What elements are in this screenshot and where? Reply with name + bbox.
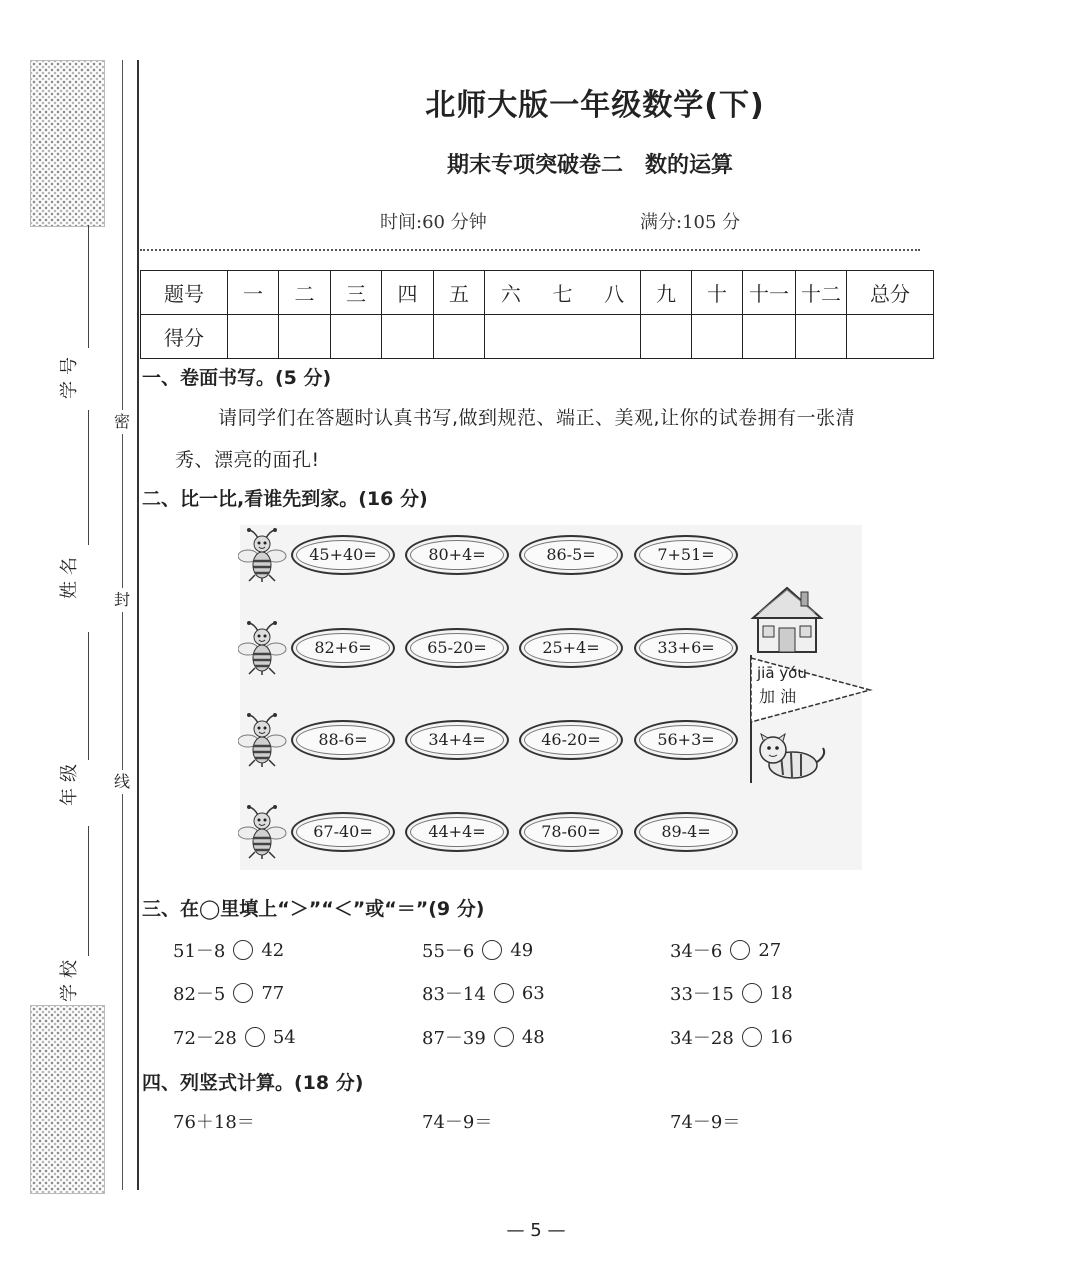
section1-text-line2: 秀、漂亮的面孔! xyxy=(175,449,320,471)
score-cell[interactable] xyxy=(434,315,485,359)
comparison-left: 34－28 xyxy=(670,1028,734,1049)
comparison-item xyxy=(173,937,284,963)
score-cell[interactable] xyxy=(641,315,692,359)
comparison-item xyxy=(422,1024,545,1050)
equation-oval[interactable]: 88-6= xyxy=(291,720,395,760)
full-score: 满分:105 分 xyxy=(640,212,741,233)
comparison-right: 42 xyxy=(261,939,285,961)
equation-oval[interactable]: 82+6= xyxy=(291,628,395,668)
question-header-cell: 十 xyxy=(692,271,743,315)
equation-oval[interactable]: 56+3= xyxy=(634,720,738,760)
comparison-item xyxy=(670,980,793,1006)
time-limit: 时间:60 分钟 xyxy=(380,212,487,233)
answer-circle[interactable] xyxy=(494,1027,514,1047)
comparison-left: 34－6 xyxy=(670,941,723,962)
section1-text-line1: 请同学们在答题时认真书写,做到规范、端正、美观,让你的试卷拥有一张清 xyxy=(218,407,856,429)
comparison-left: 51－8 xyxy=(173,941,226,962)
comparison-right: 16 xyxy=(769,1026,793,1048)
question-header-cell: 十二 xyxy=(796,271,847,315)
equation-oval[interactable]: 33+6= xyxy=(634,628,738,668)
comparison-left: 82－5 xyxy=(173,984,226,1005)
page-number: — 5 — xyxy=(506,1220,566,1241)
answer-circle[interactable] xyxy=(482,940,502,960)
answer-circle[interactable] xyxy=(494,983,514,1003)
grade-write-line[interactable] xyxy=(88,632,89,760)
section1-heading: 一、卷面书写。(5 分) xyxy=(142,367,332,389)
vertical-calc-item: 74－9＝ xyxy=(422,1112,493,1133)
question-header-cell: 十一 xyxy=(743,271,796,315)
score-cell[interactable] xyxy=(279,315,331,359)
equation-oval[interactable]: 67-40= xyxy=(291,812,395,852)
score-label-cell: 得分 xyxy=(141,315,228,359)
question-header-label: 七 xyxy=(552,282,573,306)
comparison-right: 27 xyxy=(758,939,782,961)
decorative-pattern-top xyxy=(30,60,105,227)
flag-pinyin: jiā yóu xyxy=(757,664,807,682)
equation-oval[interactable]: 86-5= xyxy=(519,535,623,575)
score-cell[interactable] xyxy=(228,315,279,359)
section4-heading: 四、列竖式计算。(18 分) xyxy=(142,1072,364,1094)
equation-oval[interactable]: 89-4= xyxy=(634,812,738,852)
comparison-item xyxy=(422,937,533,963)
answer-circle[interactable] xyxy=(245,1027,265,1047)
vertical-calc-item: 76＋18＝ xyxy=(173,1112,255,1133)
answer-circle[interactable] xyxy=(742,983,762,1003)
score-cell[interactable] xyxy=(743,315,796,359)
score-table-score-row xyxy=(141,315,934,359)
comparison-right: 63 xyxy=(521,982,545,1004)
comparison-left: 87－39 xyxy=(422,1028,486,1049)
answer-circle[interactable] xyxy=(742,1027,762,1047)
question-header-label: 六 xyxy=(500,282,521,306)
question-header-label: 八 xyxy=(604,282,625,306)
finish-area xyxy=(745,580,875,785)
comparison-left: 72－28 xyxy=(173,1028,237,1049)
bee-icon xyxy=(238,527,288,583)
bee-icon xyxy=(238,712,288,768)
question-header-cell: 二 xyxy=(279,271,331,315)
score-table-header-row xyxy=(141,271,934,315)
score-cell[interactable] xyxy=(331,315,382,359)
question-header-cell: 三 xyxy=(331,271,382,315)
score-cell[interactable] xyxy=(796,315,847,359)
comparison-right: 18 xyxy=(769,982,793,1004)
score-cell[interactable] xyxy=(692,315,743,359)
student-id-write-line[interactable] xyxy=(88,225,89,348)
school-write-line[interactable] xyxy=(88,826,89,956)
flag-text: 加 油 xyxy=(759,687,797,706)
paper-subtitle: 期末专项突破卷二 数的运算 xyxy=(446,153,733,178)
equation-oval[interactable]: 25+4= xyxy=(519,628,623,668)
grade-label: 年级 xyxy=(59,758,80,806)
student-id-label: 学号 xyxy=(59,351,80,399)
name-label: 姓名 xyxy=(59,551,80,599)
comparison-right: 49 xyxy=(510,939,534,961)
equation-oval[interactable]: 7+51= xyxy=(634,535,738,575)
school-label: 学校 xyxy=(59,954,80,1002)
answer-circle[interactable] xyxy=(233,983,253,1003)
binding-line-thin xyxy=(122,60,123,1190)
score-table xyxy=(140,270,934,359)
answer-circle[interactable] xyxy=(233,940,253,960)
question-header-cell: 一 xyxy=(228,271,279,315)
answer-circle[interactable] xyxy=(730,940,750,960)
seal-mark-xian: 线 xyxy=(111,770,133,794)
total-header-cell: 总分 xyxy=(847,271,934,315)
seal-mark-feng: 封 xyxy=(111,588,133,612)
comparison-right: 48 xyxy=(521,1026,545,1048)
equation-oval[interactable]: 34+4= xyxy=(405,720,509,760)
question-header-cell-merged xyxy=(485,271,641,315)
equation-oval[interactable]: 80+4= xyxy=(405,535,509,575)
bee-icon xyxy=(238,620,288,676)
name-write-line[interactable] xyxy=(88,410,89,545)
section3-heading: 三、在◯里填上“＞”“＜”或“＝”(9 分) xyxy=(142,898,485,920)
comparison-left: 83－14 xyxy=(422,984,486,1005)
paper-title: 北师大版一年级数学(下) xyxy=(425,88,765,123)
question-header-cell: 九 xyxy=(641,271,692,315)
tiger-icon xyxy=(760,734,824,778)
question-header-cell: 四 xyxy=(382,271,434,315)
question-header-cell: 五 xyxy=(434,271,485,315)
comparison-item xyxy=(173,1024,296,1050)
comparison-left: 33－15 xyxy=(670,984,734,1005)
seal-mark-mi: 密 xyxy=(111,410,133,434)
comparison-item xyxy=(670,1024,793,1050)
comparison-item xyxy=(422,980,545,1006)
equation-oval[interactable]: 65-20= xyxy=(405,628,509,668)
decorative-pattern-bottom xyxy=(30,1005,105,1194)
house-icon xyxy=(753,588,821,652)
section2-heading: 二、比一比,看谁先到家。(16 分) xyxy=(142,488,428,510)
comparison-item xyxy=(173,980,284,1006)
equation-oval[interactable]: 78-60= xyxy=(519,812,623,852)
score-cell[interactable] xyxy=(382,315,434,359)
comparison-right: 77 xyxy=(261,982,285,1004)
equation-oval[interactable]: 44+4= xyxy=(405,812,509,852)
comparison-left: 55－6 xyxy=(422,941,475,962)
bee-icon xyxy=(238,804,288,860)
comparison-item xyxy=(670,937,781,963)
header-label-cell: 题号 xyxy=(141,271,228,315)
binding-line-thick xyxy=(137,60,139,1190)
equation-oval[interactable]: 45+40= xyxy=(291,535,395,575)
dotted-divider xyxy=(140,249,920,251)
equation-oval[interactable]: 46-20= xyxy=(519,720,623,760)
score-cell[interactable] xyxy=(485,315,641,359)
comparison-right: 54 xyxy=(272,1026,296,1048)
vertical-calc-item: 74－9＝ xyxy=(670,1112,741,1133)
total-score-cell[interactable] xyxy=(847,315,934,359)
